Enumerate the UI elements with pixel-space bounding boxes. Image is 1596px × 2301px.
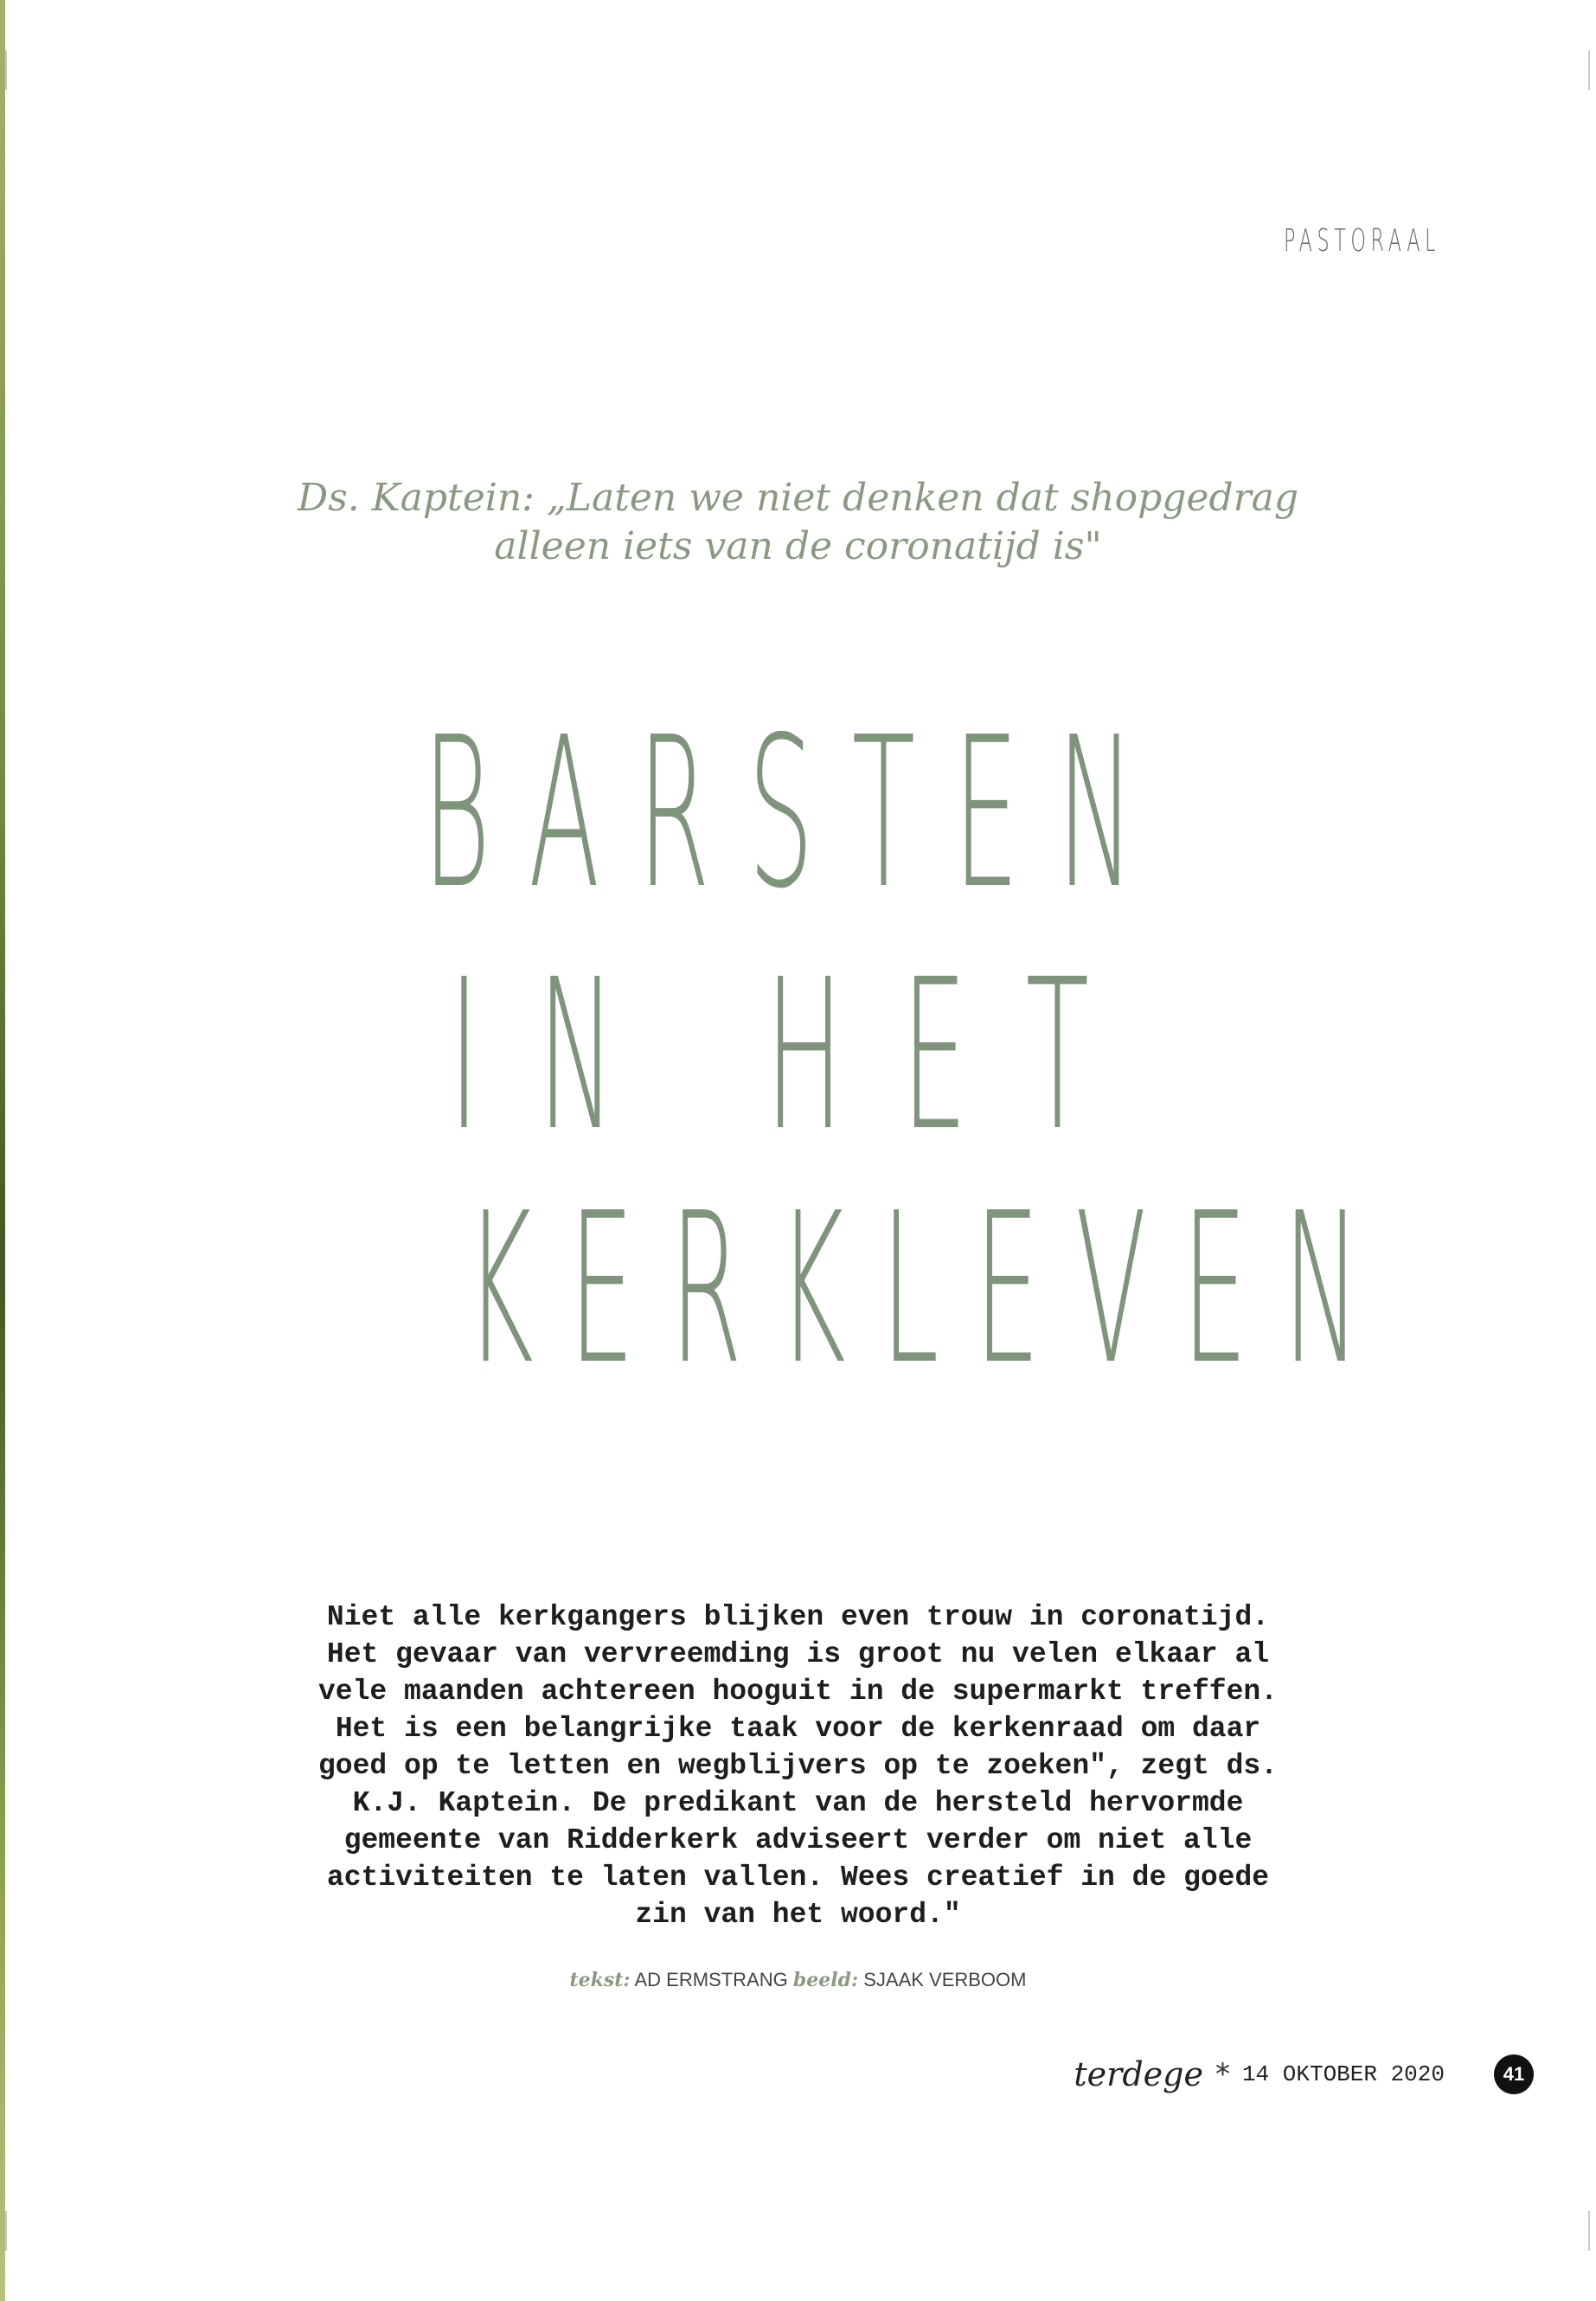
page-footer	[1074, 2055, 1445, 2093]
magazine-brand: terdege	[1074, 2055, 1203, 2093]
intro-line: Het is een belangrijke taak voor de kerkenraad om daar	[335, 1713, 1261, 1745]
crop-mark-bottom-right	[1588, 2211, 1590, 2251]
intro-line: zin van het woord."	[635, 1899, 961, 1931]
intro-line: Niet alle kerkgangers blijken even trouw in coronatijd.	[326, 1601, 1270, 1633]
subtitle-quote	[0, 474, 1596, 571]
subtitle-line: Ds. Kaptein: „Laten we niet denken dat shopgedrag	[297, 476, 1299, 520]
crop-mark-top-left	[5, 50, 7, 90]
section-label: PASTORAAL	[1283, 223, 1440, 259]
intro-paragraph	[0, 1599, 1596, 1933]
headline-line-1: BARSTEN	[422, 692, 1174, 934]
subtitle-line: alleen iets van de coronatijd is"	[494, 524, 1102, 568]
credits	[0, 1969, 1596, 1991]
crop-mark-bottom-left	[5, 2211, 7, 2251]
credit-text-label: tekst:	[569, 1969, 631, 1991]
headline-line-3: KERKLEVEN	[465, 1168, 1396, 1410]
intro-line: gemeente van Ridderkerk adviseert verder om niet alle	[343, 1824, 1253, 1856]
credit-photographer: SJAAK VERBOOM	[863, 1969, 1027, 1990]
intro-line: goed op te letten en wegblijvers op te zoeken", zegt ds.	[318, 1750, 1278, 1782]
intro-line: Het gevaar van vervreemding is groot nu velen elkaar al	[326, 1638, 1270, 1670]
headline-line-2: IN HET	[448, 934, 1148, 1176]
asterisk-separator-icon: *	[1215, 2057, 1230, 2092]
credit-image-label: beeld:	[792, 1969, 859, 1991]
intro-line: activiteiten te laten vallen. Wees creatief in de goede	[326, 1862, 1270, 1894]
intro-line: K.J. Kaptein. De predikant van de hersteld hervormde	[352, 1787, 1244, 1819]
issue-date: 14 OKTOBER 2020	[1241, 2061, 1445, 2087]
crop-mark-top-right	[1588, 50, 1590, 90]
page-number-badge: 41	[1494, 2054, 1534, 2094]
credit-author: AD ERMSTRANG	[634, 1969, 788, 1990]
intro-line: vele maanden achtereen hooguit in de supermarkt treffen.	[318, 1676, 1278, 1708]
